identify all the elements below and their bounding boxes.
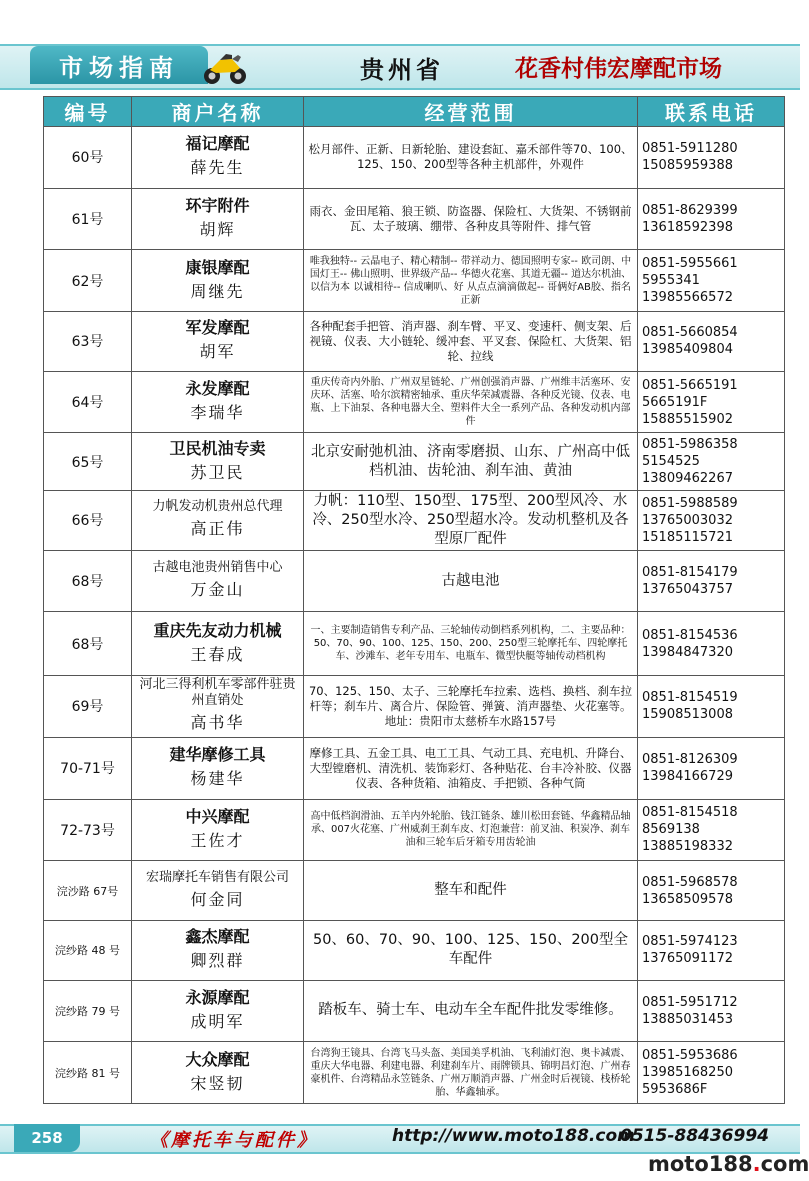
table-row [44, 127, 785, 189]
table-row [44, 737, 785, 799]
phone-cell [638, 980, 785, 1042]
table-row [44, 1042, 785, 1104]
contact-person: 万金山 [190, 580, 245, 600]
phone-number: 13618592398 [642, 220, 733, 236]
business-scope: 踏板车、骑士车、电动车全车配件批发零维修。 [304, 980, 638, 1042]
contact-person: 胡辉 [199, 220, 236, 240]
phone-cell [638, 612, 785, 676]
merchant-cell [132, 676, 304, 738]
business-scope: 50、60、70、90、100、125、150、200型全车配件 [304, 920, 638, 980]
contact-person: 苏卫民 [190, 462, 245, 482]
site-watermark [648, 1152, 809, 1176]
phone-number: 0851-5665191 [642, 377, 738, 393]
phone-cell [638, 371, 785, 433]
table-row [44, 920, 785, 980]
phone-number: 0851-8154518 [642, 805, 738, 821]
merchant-name: 建华摩修工具 [169, 745, 266, 765]
province-title: 贵州省 [360, 56, 444, 84]
phone-number: 0851-5951712 [642, 994, 738, 1010]
contact-person: 王春成 [190, 644, 245, 664]
watermark-dot: . [752, 1152, 761, 1176]
merchant-cell [132, 612, 304, 676]
phone-number: 13765003032 [642, 512, 733, 528]
phone-number: 13765091172 [642, 951, 733, 967]
merchant-cell [132, 188, 304, 250]
merchant-cell [132, 980, 304, 1042]
business-scope: 雨衣、金田尾箱、狼王锁、防盗器、保险杠、大货架、不锈钢前瓦、太子玻璃、绷带、各种皮具等附件、排气管 [304, 188, 638, 250]
row-number: 66号 [44, 491, 132, 551]
row-number: 72-73号 [44, 799, 132, 861]
phone-number: 5154525 [642, 454, 700, 470]
phone-number: 0851-8154536 [642, 627, 738, 643]
business-scope: 古越电池 [304, 550, 638, 612]
row-number: 69号 [44, 676, 132, 738]
merchant-cell [132, 371, 304, 433]
table-row [44, 250, 785, 312]
row-number: 62号 [44, 250, 132, 312]
phone-number: 0851-8629399 [642, 203, 738, 219]
phone-cell [638, 312, 785, 372]
contact-person: 高正伟 [190, 519, 245, 539]
page-header [0, 0, 800, 92]
phone-number: 13658509578 [642, 891, 733, 907]
row-number: 63号 [44, 312, 132, 372]
row-number: 浣纱路 81 号 [44, 1042, 132, 1104]
business-scope: 70、125、150、太子、三轮摩托车拉索、选档、换档、刹车拉杆等；刹车片、离合片、保险管、弹簧、消声器垫、火花塞等。 地址：贵阳市太慈桥车水路157号 [304, 676, 638, 738]
phone-number: 15908513008 [642, 707, 733, 723]
page-number: 258 [14, 1124, 80, 1152]
merchant-name: 力帆发动机贵州总代理 [152, 499, 283, 515]
contact-person: 何金同 [190, 889, 245, 909]
merchant-cell [132, 737, 304, 799]
column-header-number: 编号 [44, 97, 132, 127]
merchant-name: 永发摩配 [185, 379, 250, 399]
table-row [44, 433, 785, 491]
contact-person: 王佐才 [190, 830, 245, 850]
phone-cell [638, 127, 785, 189]
merchant-table [43, 96, 785, 1104]
table-row [44, 799, 785, 861]
phone-number: 15085959388 [642, 158, 733, 174]
business-scope: 台湾狗王镜具、台湾飞马头盔、美国美孚机油、飞利浦灯泡、奥卡减震、重庆大华电器、利建电器、利建刹车片、雨牌锁具、锦明昌灯泡、广州春豪机件、台湾精品永笠链条、广州万顺消声器、广州金时后视镜、栈桥轮胎、华鑫轴承。 [304, 1042, 638, 1104]
business-scope: 摩修工具、五金工具、电工工具、气动工具、充电机、升降台、大型镗磨机、清洗机、装饰彩灯、各种贴花、台丰冷补胶、仪器仪表、各种货箱、油箱皮、手把锁、各种气筒 [304, 737, 638, 799]
row-number: 浣纱路 79 号 [44, 980, 132, 1042]
row-number: 68号 [44, 550, 132, 612]
table-row [44, 550, 785, 612]
contact-person: 卿烈群 [190, 951, 245, 971]
merchant-name: 环宇附件 [185, 196, 250, 216]
merchant-cell [132, 861, 304, 921]
phone-number: 13885198332 [642, 839, 733, 855]
contact-person: 胡军 [199, 342, 236, 362]
row-number: 64号 [44, 371, 132, 433]
contact-person: 杨建华 [190, 769, 245, 789]
phone-number: 13984847320 [642, 644, 733, 660]
merchant-name: 卫民机油专卖 [169, 438, 266, 458]
phone-number: 5955341 [642, 273, 700, 289]
merchant-name: 河北三得利机车零部件驻贵州直销处 [139, 677, 296, 709]
magazine-title: 《摩托车与配件》 [150, 1130, 318, 1151]
phone-number: 0851-5955661 [642, 256, 738, 272]
phone-cell [638, 188, 785, 250]
phone-cell [638, 433, 785, 491]
business-scope: 北京安耐弛机油、济南零磨损、山东、广州高中低档机油、齿轮油、刹车油、黄油 [304, 433, 638, 491]
phone-number: 15885515902 [642, 411, 733, 427]
phone-number: 13985566572 [642, 290, 733, 306]
business-scope: 松月部件、正新、日新轮胎、建设套缸、嘉禾部件等70、100、125、150、200型等各种主机部件，外观件 [304, 127, 638, 189]
business-scope: 高中低档润滑油、五羊内外轮胎、钱江链条、雄川松田套链、华鑫精品轴承、007火花塞、广州威刹王刹车皮、灯泡兼营：前叉油、积炭净、刹车油和三轮车后牙箱专用齿轮油 [304, 799, 638, 861]
phone-number: 0851-5911280 [642, 141, 738, 157]
phone-number: 0851-8154179 [642, 565, 738, 581]
column-header-phone: 联系电话 [638, 97, 785, 127]
merchant-name: 大众摩配 [185, 1049, 250, 1069]
phone-number: 5953686F [642, 1082, 708, 1098]
row-number: 68号 [44, 612, 132, 676]
phone-number: 15185115721 [642, 529, 733, 545]
table-row [44, 612, 785, 676]
business-scope: 一、主要制造销售专利产品、三轮轴传动倒档系列机构，二、主要品种：50、70、90、100、125、150、200、250型三轮摩托车、四轮摩托车、沙滩车、老年专用车、电瓶车、微型快艇等轴传动档机构 [304, 612, 638, 676]
phone-cell [638, 550, 785, 612]
contact-person: 成明军 [190, 1011, 245, 1031]
phone-number: 13885031453 [642, 1011, 733, 1027]
phone-number: 0851-5986358 [642, 437, 738, 453]
section-tab: 市场指南 [30, 46, 208, 84]
watermark-prefix: moto188 [648, 1152, 753, 1176]
contact-person: 薛先生 [190, 158, 245, 178]
merchant-name: 中兴摩配 [185, 806, 250, 826]
merchant-cell [132, 799, 304, 861]
merchant-name: 重庆先友动力机械 [153, 620, 282, 640]
contact-person: 高书华 [190, 713, 245, 733]
business-scope: 力帆：110型、150型、175型、200型风冷、水冷、250型水冷、250型超水冷。发动机整机及各型原厂配件 [304, 491, 638, 551]
merchant-cell [132, 491, 304, 551]
phone-cell [638, 676, 785, 738]
merchant-name: 古越电池贵州销售中心 [152, 560, 283, 576]
merchant-name: 军发摩配 [185, 318, 250, 338]
phone-number: 0851-8126309 [642, 752, 738, 768]
phone-number: 13984166729 [642, 769, 733, 785]
row-number: 浣纱路 48 号 [44, 920, 132, 980]
phone-cell [638, 920, 785, 980]
merchant-cell [132, 433, 304, 491]
row-number: 61号 [44, 188, 132, 250]
business-scope: 各种配套手把管、消声器、刹车臂、平叉、变速杆、侧支架、后视镜、仪表、大小链轮、缓冲套、平叉套、保险杠、大货架、铝轮、拉线 [304, 312, 638, 372]
merchant-cell [132, 250, 304, 312]
phone-number: 0851-5974123 [642, 934, 738, 950]
business-scope: 唯我独特-- 云晶电子、精心精制-- 带祥动力、德国照明专家-- 欧司朗、中国灯王-- 佛山照明、世界级产品-- 华德火花塞、其道无疆-- 道达尔机油、以信为本 以诚相待-- 信成喇叭、好 从点点滴滴做起-- 哥俩好AB胶、指名正新 [304, 250, 638, 312]
phone-number: 0851-8154519 [642, 690, 738, 706]
phone-cell [638, 250, 785, 312]
phone-cell [638, 491, 785, 551]
phone-number: 13985168250 [642, 1065, 733, 1081]
footer-phone: 0515-88436994 [620, 1126, 769, 1146]
phone-number: 13809462267 [642, 471, 733, 487]
contact-person: 周继先 [190, 281, 245, 301]
row-number: 浣沙路 67号 [44, 861, 132, 921]
phone-number: 0851-5988589 [642, 495, 738, 511]
contact-person: 宋竖韧 [190, 1073, 245, 1093]
business-scope: 整车和配件 [304, 861, 638, 921]
table-row [44, 312, 785, 372]
table-row [44, 188, 785, 250]
column-header-scope: 经营范围 [304, 97, 638, 127]
phone-cell [638, 1042, 785, 1104]
phone-number: 0851-5660854 [642, 325, 738, 341]
merchant-name: 鑫杰摩配 [185, 927, 250, 947]
motorcycle-icon [202, 46, 248, 86]
phone-cell [638, 737, 785, 799]
merchant-cell [132, 1042, 304, 1104]
merchant-cell [132, 920, 304, 980]
phone-number: 13765043757 [642, 582, 733, 598]
row-number: 60号 [44, 127, 132, 189]
row-number: 65号 [44, 433, 132, 491]
table-row [44, 676, 785, 738]
phone-number: 5665191F [642, 394, 708, 410]
phone-cell [638, 799, 785, 861]
table-row [44, 491, 785, 551]
merchant-name: 康银摩配 [185, 257, 250, 277]
footer-url-link[interactable]: http://www.moto188.com [392, 1126, 635, 1146]
row-number: 70-71号 [44, 737, 132, 799]
merchant-cell [132, 312, 304, 372]
business-scope: 重庆传奇内外胎、广州双星链轮、广州创强消声器、广州维丰活塞环、安庆环、活塞、哈尔滨精密轴承、重庆华荣减震器、各种反光镜、仪表、电瓶、上下油泵、各种电器大全、塑料件大全一系列产品、各种发动机内部件 [304, 371, 638, 433]
merchant-name: 福记摩配 [185, 134, 250, 154]
contact-person: 李瑞华 [190, 403, 245, 423]
table-row [44, 980, 785, 1042]
table-header-row [44, 97, 785, 127]
phone-number: 0851-5968578 [642, 874, 738, 890]
merchant-cell [132, 127, 304, 189]
merchant-name: 永源摩配 [185, 987, 250, 1007]
table-row [44, 861, 785, 921]
watermark-suffix: com [760, 1152, 809, 1176]
phone-cell [638, 861, 785, 921]
merchant-name: 宏瑞摩托车销售有限公司 [145, 869, 289, 885]
column-header-merchant: 商户名称 [132, 97, 304, 127]
table-row [44, 371, 785, 433]
phone-number: 0851-5953686 [642, 1048, 738, 1064]
phone-number: 13985409804 [642, 342, 733, 358]
phone-number: 8569138 [642, 822, 700, 838]
merchant-cell [132, 550, 304, 612]
market-title: 花香村伟宏摩配市场 [515, 56, 722, 82]
